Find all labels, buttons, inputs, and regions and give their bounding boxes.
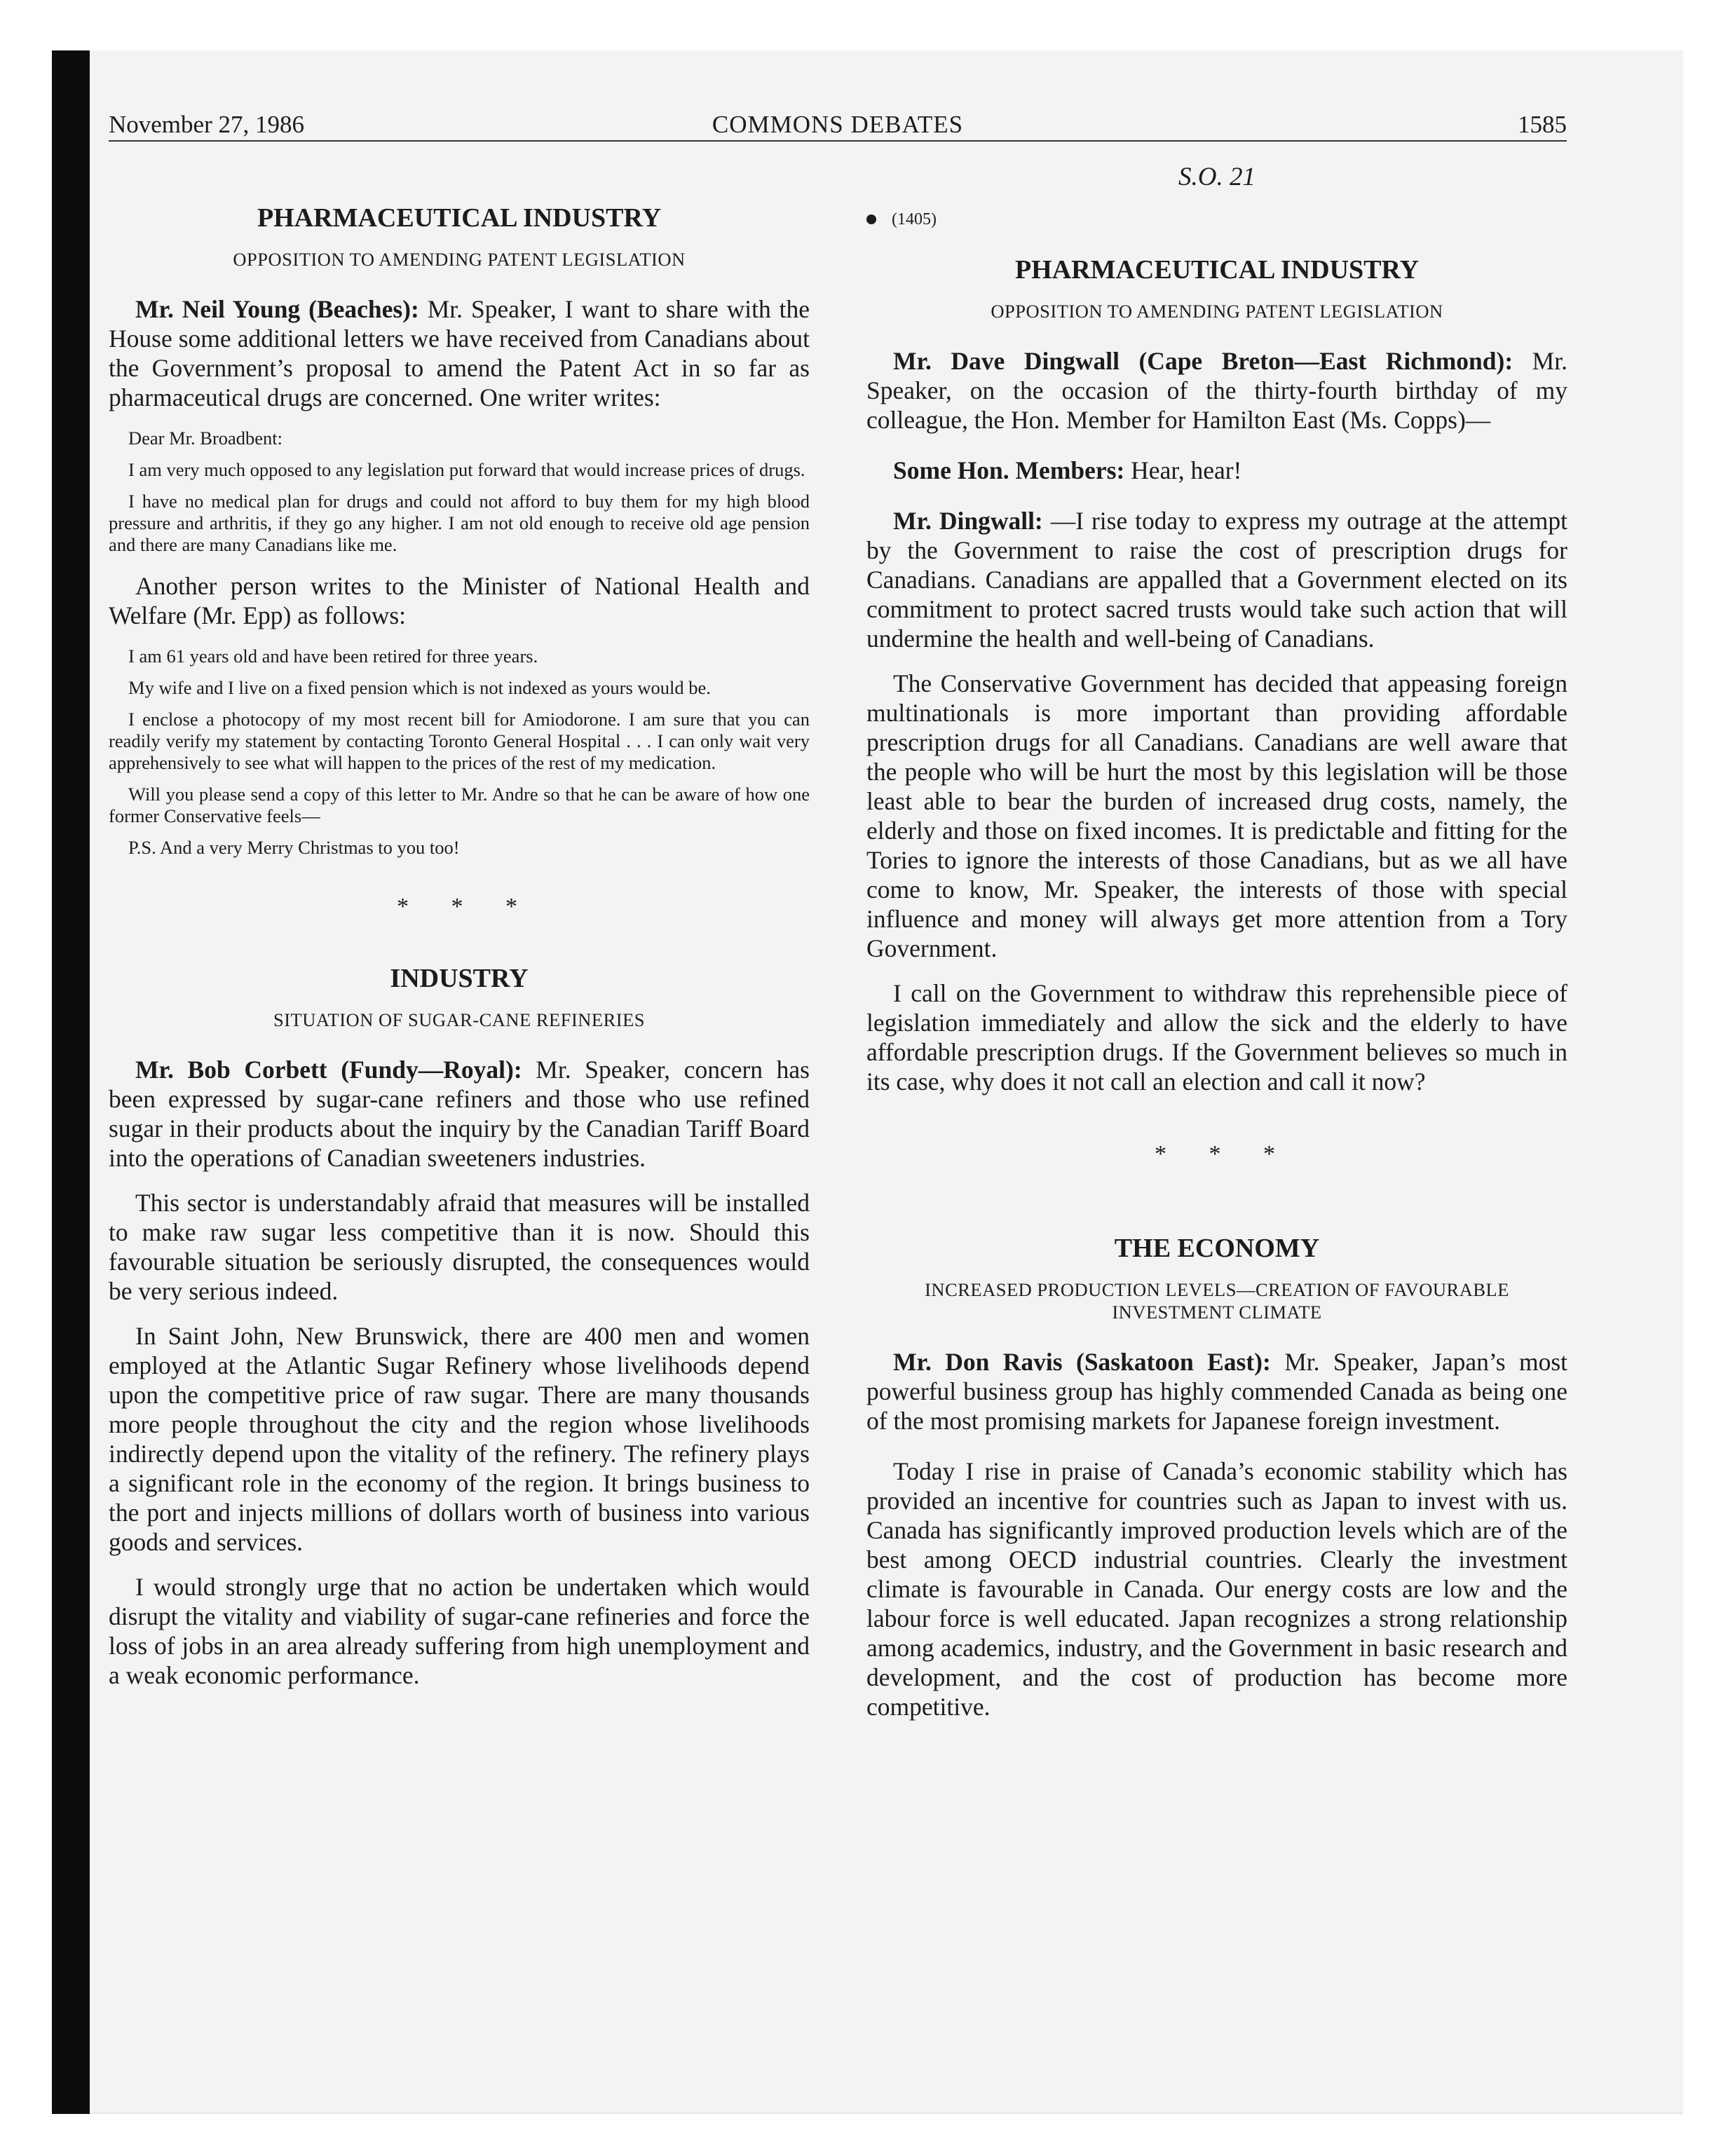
section-separator: * * * — [1155, 1141, 1293, 1167]
paragraph: Today I rise in praise of Canada’s economic stability which has provided an incentive for countries such as Japan to invest with us. Canada has significantly improved production levels which are of the best among OECD industrial countries. Clearly the investment climate is favourable in Canada. Our energy costs are low and the labour force is well educated. Japan recognizes a strong relationship among academics, industry, and the Government in basic research and development, and the cost of production has become more competitive. — [866, 1457, 1567, 1721]
paragraph-text: Mr. Speaker, concern has been expressed by sugar-cane refiners and those who use refined sugar in their products about the inquiry by the Canadian Tariff Board into the operations of Canadian sweeteners industries. — [109, 1056, 810, 1172]
paragraph — [866, 506, 1567, 653]
letter-postscript: P.S. And a very Merry Christmas to you too! — [128, 837, 460, 858]
paragraph: Another person writes to the Minister of National Health and Welfare (Mr. Epp) as follows: — [109, 572, 810, 629]
section-heading: PHARMACEUTICAL INDUSTRY — [1014, 255, 1420, 285]
paragraph-text: —I rise today to express my outrage at the attempt by the Government to raise the cost of prescription drugs for Canadians. Canadians are appalled that a Government elected on its commitment to protect sacred trusts would take such action that will undermine the health and well-being of Canadians. — [866, 507, 1568, 653]
header-date: November 27, 1986 — [109, 111, 304, 138]
paragraph: In Saint John, New Brunswick, there are 400 men and women employed at the Atlantic Sugar Refinery whose livelihoods depend upon the competitive price of raw sugar. There are many thousands more people throughout the city and the region whose livelihoods indirectly depend upon the vitality of the refinery. The refinery plays a significant role in the economy of the region. It brings business to the port and injects millions of dollars worth of business into various goods and services. — [109, 1322, 810, 1556]
speaker-name: Some Hon. Members: — [893, 456, 1125, 484]
speaker-name: Mr. Don Ravis (Saskatoon East): — [893, 1348, 1271, 1376]
paragraph — [109, 294, 810, 412]
left-column — [109, 203, 810, 1690]
section-heading: PHARMACEUTICAL INDUSTRY — [257, 203, 662, 233]
letter-paragraph: My wife and I live on a fixed pension which is not indexed as yours would be. — [128, 677, 711, 698]
letter-paragraph: I am 61 years old and have been retired for three years. — [128, 646, 538, 667]
time-marker — [866, 205, 1567, 234]
standing-order-label: S.O. 21 — [1178, 163, 1256, 191]
speaker-name: Mr. Neil Young (Beaches): — [135, 295, 419, 323]
speaker-name: Mr. Bob Corbett (Fundy—Royal): — [135, 1056, 522, 1084]
letter-salutation: Dear Mr. Broadbent: — [128, 428, 283, 449]
section-heading: INDUSTRY — [390, 964, 529, 993]
section-separator: * * * — [397, 894, 536, 920]
section-subheading: OPPOSITION TO AMENDING PATENT LEGISLATION — [233, 249, 686, 270]
paragraph: I call on the Government to withdraw this reprehensible piece of legislation immediately and allow the sick and the elderly to have affordable prescription drugs. If the Government believes so much in its case, why does it not call an election and call it now? — [866, 979, 1567, 1096]
paragraph-text: Mr. Speaker, Japan’s most powerful business group has highly commended Canada as being one of the most promising markets for Japanese foreign investment. — [866, 1348, 1567, 1435]
scan-bottom-edge — [90, 2113, 1683, 2114]
letter-paragraph: Will you please send a copy of this letter to Mr. Andre so that he can be aware of how one former Conservative feels— — [109, 784, 810, 826]
paragraph: The Conservative Government has decided that appeasing foreign multinationals is more important than providing affordable prescription drugs for all Canadians. Canadians are well aware that the people who will be hurt the most by this legislation will be those least able to bear the burden of increased drug costs, namely, the elderly and those on fixed incomes. It is predictable and fitting for the Tories to ignore the interests of those Canadians, but as we all have come to know, Mr. Speaker, the interests of those with special influence and money will always get more attention from a Tory Government. — [866, 669, 1567, 962]
speaker-name: Mr. Dingwall: — [893, 507, 1043, 535]
time-stamp: (1405) — [892, 210, 937, 228]
right-column — [866, 163, 1567, 1721]
page-header — [109, 111, 1567, 142]
paragraph-text: Hear, hear! — [1124, 456, 1242, 484]
paragraph — [866, 456, 1567, 485]
section-subheading: INCREASED PRODUCTION LEVELS—CREATION OF FAVOURABLE INVESTMENT CLIMATE — [925, 1279, 1509, 1323]
section-subheading: SITUATION OF SUGAR-CANE REFINERIES — [273, 1009, 646, 1030]
paragraph: I would strongly urge that no action be undertaken which would disrupt the vitality and viability of sugar-cane refineries and force the loss of jobs in an area already suffering from high unemployment and a weak economic performance. — [109, 1573, 810, 1689]
paragraph-text: Mr. Speaker, I want to share with the House some additional letters we have received from Canadians about the Government’s proposal to amend the Patent Act in so far as pharmaceutical drugs are concerned. One writer writes: — [109, 295, 810, 411]
letter-paragraph: I am very much opposed to any legislation put forward that would increase prices of drugs. — [128, 459, 805, 480]
paragraph — [866, 346, 1567, 435]
paragraph — [866, 1347, 1567, 1435]
letter-paragraph: I have no medical plan for drugs and could not afford to buy them for my high blood pressure and arthritis, if they go any higher. I am not old enough to receive old age pension and there are many Canadians like me. — [109, 491, 810, 555]
letter-paragraph: I enclose a photocopy of my most recent bill for Amiodorone. I am sure that you can readily verify my statement by contacting Toronto General Hospital . . . I can only wait very apprehensively to see what will happen to the prices of the rest of my medication. — [109, 709, 810, 773]
paragraph: This sector is understandably afraid that measures will be installed to make raw sugar less competitive than it is now. Should this favourable situation be seriously disrupted, the consequences would be very serious indeed. — [109, 1189, 810, 1305]
speaker-name: Mr. Dave Dingwall (Cape Breton—East Richmond): — [893, 347, 1513, 375]
header-page-number: 1585 — [1518, 111, 1567, 138]
scan-edge-shadow — [52, 50, 90, 2114]
paragraph-text: Mr. Speaker, on the occasion of the thirty-fourth birthday of my colleague, the Hon. Member for Hamilton East (Ms. Copps)— — [866, 347, 1567, 434]
header-title: COMMONS DEBATES — [712, 111, 964, 138]
paragraph — [109, 1055, 810, 1173]
section-subheading: OPPOSITION TO AMENDING PATENT LEGISLATION — [991, 301, 1443, 322]
section-heading: THE ECONOMY — [1114, 1234, 1320, 1263]
bullet-icon — [866, 214, 876, 224]
